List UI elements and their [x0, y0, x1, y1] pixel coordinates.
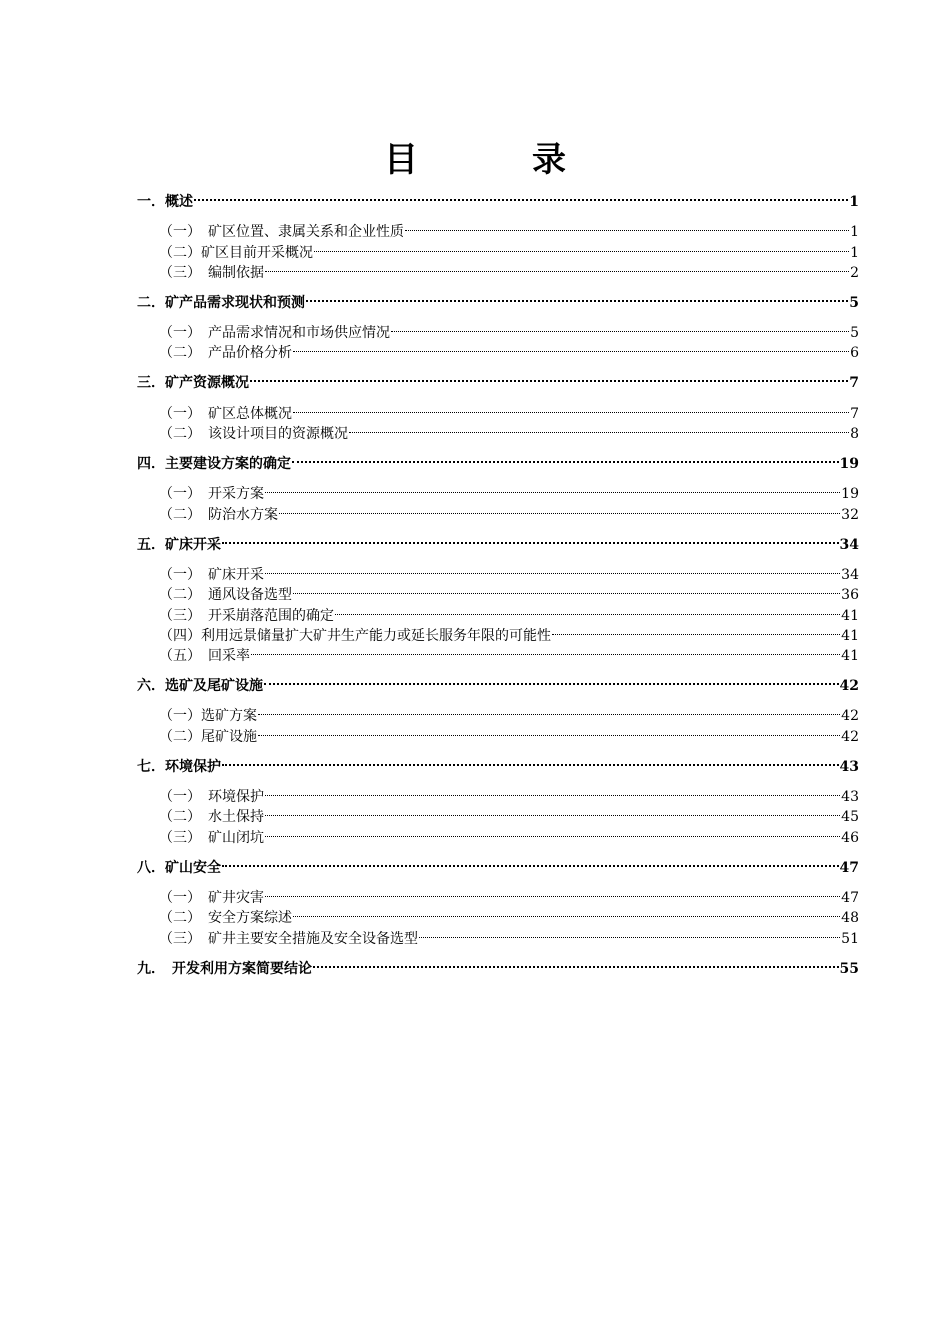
toc-entry-title: （二）矿区目前开采概况: [159, 244, 313, 261]
toc-page-number: 7: [849, 375, 859, 392]
toc-page-number: 45: [841, 809, 859, 826]
toc-page-number: 7: [850, 405, 859, 422]
toc-dot-leader: [265, 801, 840, 821]
toc-entry-title: （四）利用远景储量扩大矿井生产能力或延长服务年限的可能性: [159, 627, 551, 644]
toc-entry-title: （一） 开采方案: [159, 486, 264, 503]
toc-entry-title: （一） 产品需求情况和市场供应情况: [159, 325, 390, 342]
toc-entry-title: 六．选矿及尾矿设施: [137, 678, 263, 695]
toc-dot-leader: [265, 781, 840, 801]
toc-dot-leader: [293, 337, 849, 357]
toc-entry-title: （三） 矿山闭坑: [159, 829, 264, 846]
toc-dot-leader: [264, 670, 839, 690]
toc-section-entry[interactable]: [137, 397, 859, 422]
toc-section-entry[interactable]: [137, 781, 859, 806]
toc-dot-leader: [222, 852, 839, 872]
toc-page-number: 2: [850, 264, 859, 281]
toc-chapter-entry[interactable]: [137, 953, 859, 977]
toc-entry-title: 七．环境保护: [137, 758, 221, 775]
toc-page-number: 36: [841, 587, 859, 604]
toc-chapter-entry[interactable]: [137, 852, 859, 876]
toc-dot-leader: [335, 599, 840, 619]
toc-page-number: 43: [839, 758, 859, 775]
toc-entry-title: （二） 安全方案综述: [159, 910, 292, 927]
toc-dot-leader: [265, 257, 849, 277]
toc-dot-leader: [293, 902, 840, 922]
toc-dot-leader: [265, 478, 840, 498]
toc-page-number: 1: [849, 194, 859, 210]
toc-page-number: 34: [841, 566, 859, 583]
toc-entry-title: （三） 矿井主要安全措施及安全设备选型: [159, 930, 418, 947]
toc-entry-title: （一） 矿床开采: [159, 566, 264, 583]
toc-section-entry[interactable]: [137, 559, 859, 583]
toc-chapter-entry[interactable]: [137, 529, 859, 553]
toc-dot-leader: [349, 418, 849, 438]
toc-dot-leader: [250, 367, 848, 387]
toc-page-number: 42: [841, 708, 859, 725]
toc-section-entry[interactable]: [137, 478, 859, 503]
toc-entry-title: （三） 开采崩落范围的确定: [159, 607, 334, 624]
toc-page-number: 19: [841, 486, 859, 503]
toc-entry-title: （二） 该设计项目的资源概况: [159, 426, 348, 443]
toc-section-entry[interactable]: [137, 216, 859, 241]
toc-dot-leader: [222, 529, 839, 549]
toc-dot-leader: [391, 317, 849, 337]
toc-page-number: 34: [839, 536, 859, 553]
toc-dot-leader: [293, 397, 849, 417]
toc-page-number: 42: [841, 728, 859, 745]
toc-dot-leader: [306, 287, 848, 307]
toc-entry-title: （二） 水土保持: [159, 809, 264, 826]
toc-entry-title: 五．矿床开采: [137, 536, 221, 553]
toc-dot-leader: [251, 640, 840, 660]
toc-page-number: 41: [841, 627, 859, 644]
toc-dot-leader: [194, 186, 848, 206]
toc-dot-leader: [292, 448, 839, 468]
toc-chapter-entry[interactable]: [137, 186, 859, 210]
toc-dot-leader: [258, 720, 840, 740]
toc-dot-leader: [552, 620, 840, 640]
toc-entry-title: （五） 回采率: [159, 648, 250, 665]
toc-page-number: 1: [850, 224, 859, 241]
toc-entry-title: （二） 通风设备选型: [159, 587, 292, 604]
toc-chapter-entry[interactable]: [137, 367, 859, 392]
toc-entry-title: 八．矿山安全: [137, 859, 221, 876]
toc-entry-title: 四．主要建设方案的确定: [137, 456, 291, 473]
toc-page-number: 6: [850, 345, 859, 362]
toc-dot-leader: [293, 579, 840, 599]
toc-entry-title: （二） 防治水方案: [159, 506, 278, 523]
toc-dot-leader: [419, 922, 840, 942]
toc-entry-title: 三．矿产资源概况: [137, 375, 249, 392]
toc-dot-leader: [405, 216, 849, 236]
toc-chapter-entry[interactable]: [137, 751, 859, 775]
toc-page-number: 42: [839, 678, 859, 695]
toc-page-number: 43: [841, 789, 859, 806]
toc-entry-title: （二）尾矿设施: [159, 728, 257, 745]
toc-section-entry[interactable]: [137, 317, 859, 342]
toc-entry-title: （三） 编制依据: [159, 264, 264, 281]
toc-page-number: 5: [850, 325, 859, 342]
toc-dot-leader: [314, 236, 849, 256]
toc-entry-title: （一） 矿井灾害: [159, 889, 264, 906]
toc-dot-leader: [279, 498, 840, 518]
toc-page-number: 51: [841, 930, 859, 947]
toc-entry-title: （一） 环境保护: [159, 789, 264, 806]
toc-page-number: 32: [841, 506, 859, 523]
toc-chapter-entry[interactable]: [137, 287, 859, 311]
toc-section-entry[interactable]: [137, 882, 859, 906]
toc-entry-title: 二．矿产品需求现状和预测: [137, 294, 305, 311]
toc-chapter-entry[interactable]: [137, 448, 859, 473]
toc-entry-title: （一）选矿方案: [159, 708, 257, 725]
toc-dot-leader: [265, 882, 840, 902]
toc-chapter-entry[interactable]: [137, 670, 859, 695]
toc-entry-title: （二） 产品价格分析: [159, 345, 292, 362]
toc-page-number: 8: [850, 426, 859, 443]
toc-dot-leader: [258, 700, 840, 720]
toc-entry-title: 一．概述: [137, 194, 193, 210]
toc-dot-leader: [313, 953, 839, 973]
toc-entry-title: 九． 开发利用方案简要结论: [137, 960, 312, 977]
page-title: 目 录: [384, 140, 606, 180]
table-of-contents: [137, 186, 859, 977]
toc-section-entry[interactable]: [137, 700, 859, 725]
toc-page-number: 41: [841, 648, 859, 665]
toc-entry-title: （一） 矿区总体概况: [159, 405, 292, 422]
toc-page-number: 1: [850, 244, 859, 261]
toc-dot-leader: [265, 559, 840, 579]
toc-page-number: 41: [841, 607, 859, 624]
toc-page-number: 48: [841, 910, 859, 927]
toc-page-number: 47: [839, 859, 859, 876]
toc-dot-leader: [222, 751, 839, 771]
toc-page-number: 47: [841, 889, 859, 906]
toc-entry-title: （一） 矿区位置、隶属关系和企业性质: [159, 224, 404, 241]
toc-page-number: 46: [841, 829, 859, 846]
toc-page-number: 55: [839, 960, 859, 977]
toc-page-number: 19: [839, 456, 859, 473]
toc-dot-leader: [265, 821, 840, 841]
toc-page-number: 5: [849, 294, 859, 311]
